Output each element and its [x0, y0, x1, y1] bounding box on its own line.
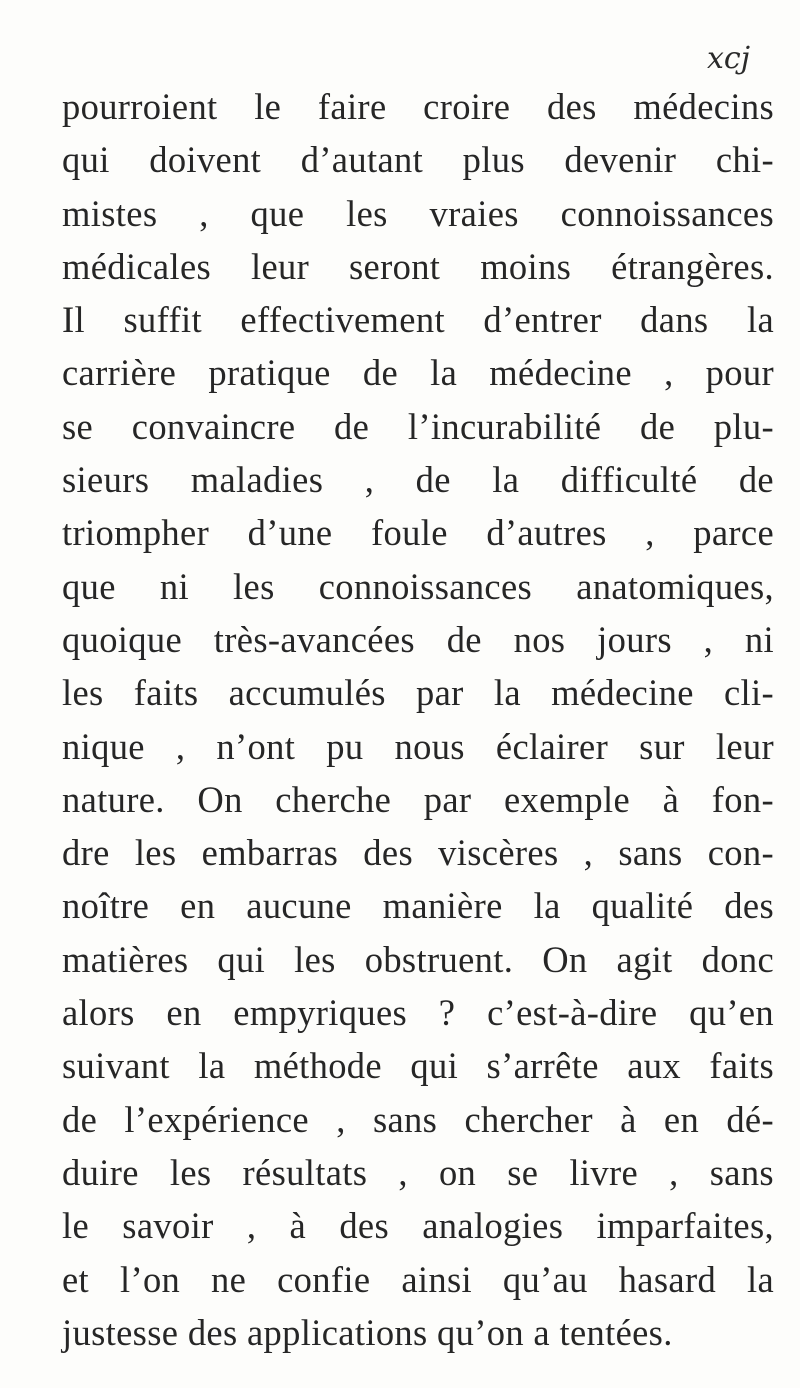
text-line: le savoir , à des analogies imparfaites, — [62, 1205, 774, 1247]
text-line: Il suffit effectivement d’entrer dans la — [62, 299, 774, 341]
text-line: carrière pratique de la médecine , pour — [62, 352, 774, 394]
text-line: nique , n’ont pu nous éclairer sur leur — [62, 725, 774, 767]
page-number: xcj — [707, 41, 751, 76]
text-line: médicales leur seront moins étrangères. — [62, 245, 774, 287]
text-line: nature. On cherche par exemple à fon- — [62, 778, 774, 820]
text-line: sieurs maladies , de la difficulté de — [62, 459, 774, 501]
text-line: matières qui les obstruent. On agit donc — [62, 938, 774, 980]
text-line: triompher d’une foule d’autres , parce — [62, 512, 774, 554]
text-line: et l’on ne confie ainsi qu’au hasard la — [62, 1258, 774, 1300]
text-line: duire les résultats , on se livre , sans — [62, 1151, 774, 1193]
text-line: mistes , que les vraies connoissances — [62, 192, 774, 234]
text-line: de l’expérience , sans chercher à en dé- — [62, 1098, 774, 1140]
text-line: dre les embarras des viscères , sans con- — [62, 832, 774, 874]
text-line: justesse des applications qu’on a tentées. — [62, 1311, 673, 1353]
body-text — [62, 80, 774, 1359]
text-line: alors en empyriques ? c’est-à-dire qu’en — [62, 992, 774, 1034]
text-line: les faits accumulés par la médecine cli- — [62, 672, 774, 714]
text-line: que ni les connoissances anatomiques, — [62, 565, 774, 607]
text-line: noître en aucune manière la qualité des — [62, 885, 774, 927]
text-line: pourroient le faire croire des médecins — [62, 86, 774, 127]
text-line: qui doivent d’autant plus devenir chi- — [62, 139, 774, 181]
text-line: se convaincre de l’incurabilité de plu- — [62, 405, 774, 447]
text-line: quoique très-avancées de nos jours , ni — [62, 618, 774, 660]
text-line: suivant la méthode qui s’arrête aux faits — [62, 1045, 774, 1087]
